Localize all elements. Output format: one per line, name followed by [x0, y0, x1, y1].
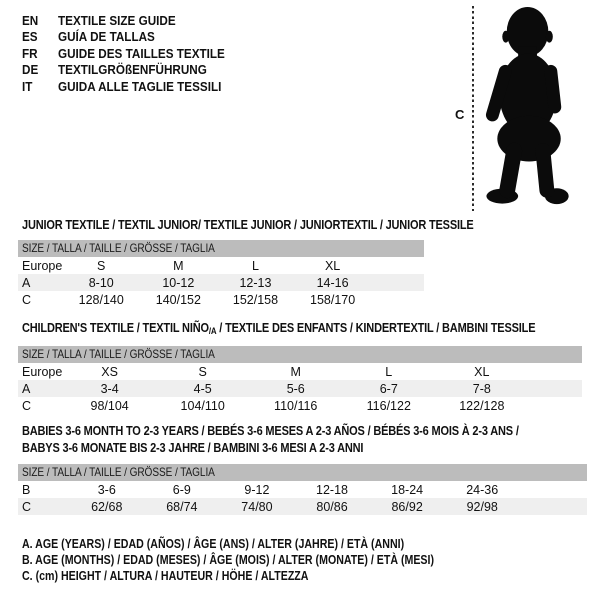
size-value: 7-8 [472, 381, 491, 396]
children-title-pre: CHILDREN'S TEXTILE / TEXTIL NIÑO [22, 321, 209, 335]
size-value: 8-10 [88, 275, 114, 290]
table-row [18, 274, 424, 291]
filler-cell [520, 498, 587, 515]
size-value: 6-9 [172, 482, 191, 497]
size-value: 14-16 [316, 275, 349, 290]
language-list [22, 13, 225, 95]
size-value: 92/98 [466, 499, 498, 514]
filler-cell [371, 291, 424, 308]
measure-label-c: C [455, 107, 465, 122]
size-value: XL [324, 258, 341, 273]
row-label: B [22, 482, 31, 497]
lang-label: TEXTILE SIZE GUIDE [58, 13, 176, 28]
babies-title-line2: BABYS 3-6 MONATE BIS 2-3 JAHRE / BAMBINI 3-6 MESI A 2-3 ANNI [22, 441, 364, 455]
size-value: XS [101, 364, 118, 379]
size-value: 18-24 [391, 482, 424, 497]
table-row [18, 397, 582, 414]
size-value: 122/128 [459, 398, 505, 413]
table-row [18, 498, 587, 515]
toddler-silhouette [468, 2, 598, 215]
row-label: C [22, 398, 32, 413]
row-label: Europe [22, 258, 63, 273]
size-header-label: SIZE / TALLA / TAILLE / GRÖSSE / TAGLIA [22, 241, 215, 255]
lang-code: DE [22, 62, 39, 78]
size-value: S [198, 364, 207, 379]
size-value: 98/104 [90, 398, 129, 413]
size-value: XL [474, 364, 490, 379]
filler-cell [371, 274, 424, 291]
babies-title-line1: BABIES 3-6 MONTH TO 2-3 YEARS / BEBÉS 3-6 MESES A 2-3 AÑOS / BÉBÉS 3-6 MOIS À 2-3 ANS / [22, 424, 519, 438]
row-label: Europe [22, 364, 63, 379]
children-table [18, 346, 582, 414]
lang-row-es [22, 29, 225, 45]
size-value: 116/122 [366, 398, 411, 413]
size-header-bar [18, 346, 582, 363]
size-header-bar [18, 240, 424, 257]
size-value: 158/170 [310, 292, 356, 307]
children-title [22, 321, 535, 338]
filler-cell [528, 380, 582, 397]
size-value: 68/74 [166, 499, 198, 514]
babies-table [18, 464, 587, 515]
filler-cell [528, 363, 582, 380]
footnote-b: B. AGE (MONTHS) / EDAD (MESES) / ÂGE (MOIS) / ALTER (MONATE) / ETÀ (MESI) [22, 553, 435, 568]
children-title-post: / TEXTILE DES ENFANTS / KINDERTEXTIL / BAMBINI TESSILE [216, 321, 536, 335]
size-value: 10-12 [162, 275, 195, 290]
table-row [18, 380, 582, 397]
size-value: M [173, 258, 184, 273]
size-value: 62/68 [91, 499, 123, 514]
size-value: 110/116 [274, 398, 318, 413]
size-header-label: SIZE / TALLA / TAILLE / GRÖSSE / TAGLIA [22, 465, 215, 479]
table-row [18, 363, 582, 380]
footnote-a: A. AGE (YEARS) / EDAD (AÑOS) / ÂGE (ANS) / ALTER (JAHRE) / ETÀ (ANNI) [22, 537, 405, 551]
lang-code: IT [22, 78, 33, 94]
size-value: 9-12 [244, 482, 270, 497]
row-label: C [22, 292, 32, 307]
size-value: 3-4 [100, 381, 119, 396]
table-row [18, 291, 424, 308]
size-value: 12-13 [239, 275, 272, 290]
filler-cell [371, 257, 424, 274]
lang-row-it [22, 79, 225, 95]
lang-row-fr [22, 46, 225, 62]
size-value: 86/92 [391, 499, 423, 514]
size-value: 104/110 [180, 398, 225, 413]
size-value: 152/158 [232, 292, 279, 307]
size-value: 128/140 [78, 292, 124, 307]
size-value: 5-6 [286, 381, 305, 396]
filler-cell [528, 397, 582, 414]
lang-label: GUÍA DE TALLAS [58, 29, 155, 45]
size-value: 80/86 [316, 499, 348, 514]
size-value: L [385, 364, 393, 379]
size-header-label: SIZE / TALLA / TAILLE / GRÖSSE / TAGLIA [22, 347, 215, 361]
row-label: A [22, 381, 31, 396]
junior-table [18, 240, 424, 308]
size-value: 24-36 [466, 482, 499, 497]
filler-cell [520, 481, 587, 498]
lang-code: EN [22, 13, 39, 28]
lang-label: GUIDE DES TAILLES TEXTILE [58, 45, 225, 61]
junior-title: JUNIOR TEXTILE / TEXTIL JUNIOR/ TEXTILE JUNIOR / JUNIORTEXTIL / JUNIOR TESSILE [22, 218, 474, 232]
footnotes [22, 536, 507, 585]
size-value: 3-6 [97, 482, 116, 497]
size-value: 12-18 [316, 482, 349, 497]
table-row [18, 257, 424, 274]
lang-code: FR [22, 45, 38, 61]
lang-label: GUIDA ALLE TAGLIE TESSILI [58, 78, 222, 94]
lang-code: ES [22, 29, 38, 45]
lang-row-de [22, 62, 225, 78]
size-value: S [97, 258, 106, 273]
footnote-c: C. (cm) HEIGHT / ALTURA / HAUTEUR / HÖHE / ALTEZZA [22, 569, 309, 584]
lang-row-en [22, 13, 225, 29]
row-label: A [22, 275, 31, 290]
size-value: 140/152 [155, 292, 201, 307]
children-title-sub: /A [208, 326, 217, 336]
size-value: 4-5 [193, 381, 212, 396]
size-value: 6-7 [379, 381, 398, 396]
size-header-bar [18, 464, 587, 481]
row-label: C [22, 499, 32, 514]
size-value: L [251, 258, 259, 273]
table-row [18, 481, 587, 498]
lang-label: TEXTILGRÖßENFÜHRUNG [58, 62, 207, 78]
size-value: 74/80 [241, 499, 273, 514]
size-value: M [290, 364, 301, 379]
